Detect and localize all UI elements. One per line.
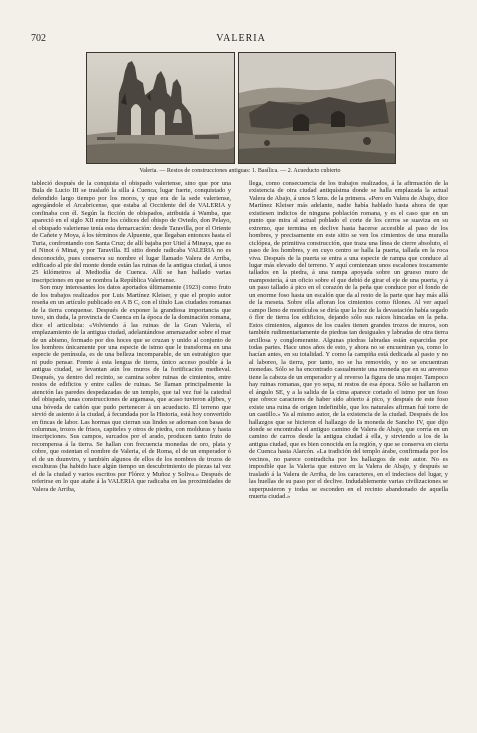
text-column-right [249, 180, 448, 710]
basilica-ruins-image [87, 53, 234, 163]
aqueduct-image [239, 53, 395, 163]
paragraph: llega, como consecuencia de los trabajos realizados, á la afirmación de la existencia de otra ciudad antiquísima donde se halla emplazada la actual Valera de Abajo, á unos 5 kms. de la primera. «Pero en Valera de Abajo, dice Martínez Kleiser más adelante, nadie había hablado hasta ahora de que existiesen indicios de ninguna población romana, y es el caso que en un punto que mira al actual poblado el corte de los cerros se suaviza en su extremo, que termina en declive hasta hacerse accesible al paso de los hombres, y precisamente en este sitio se ven los cimientos de una muralla ciclópea, de primitiva construcción, que traza una línea de cierre absoluto, el paso de los hombres, y en cuyo centro se halla la puerta, tallada en la roca viva. Después de la puerta se entra a una especie de rampa que conduce al lugar más elevado del terreno. Y aquí comienzan unos escalones toscamente tallados en la piedra, á una rampa apoyada sobre un grueso muro de mampostería, á un oficio sobre el que debió de girar el eje de una puerta, y á un paso tallado á pico en el corazón de la peña que conduce por el fondo de un enorme foso hasta un escalón que da al resto de la parte que hay más allá de la meseta. Sobre ella afloran los cimientos como filones. Al ver aquel campo lleno de montículos se diría que la hoz de la devastación había segado ó flor de tierra los edificios, dejando sólo sus raíces hincadas en la peña. Estos cimientos, algunos de los cuales tienen grandes trozos de muros, son también rudimentariamente de piedras tan desiguales y labradas de otra tierra arcillosa y conglomerante. Algunas piedras labradas están esparcidas por todas partes. Hace unos años de esto, y ahora no se encuentran ya, como lo hacían antes, en su totalidad. Y como la campiña está dedicada al pasto y no al laboreo, la tierra, por tanto, no se ha removido, y no se encuentran monedas. Sólo se ha encontrado casualmente una moneda que en su anverso tiene la cabeza de un emperador y al reverso la figura de una mujer. Tampoco hay ruinas romanas, que yo sepa, ni restos de esa época. Sólo se hallaron en el ángulo SE, y a la salida de la cima aparece cortado el istmo por un foso que ofrece caracteres de haber sido abierto á pico, y después de este foso existe una ruina de origen indefinible, que los naturales afirman fué torre de un castillo.» Ya al mismo autor, de la existencia de la ciudad. Después de los hallazgos que se hicieron el hallazgo de la moneda de Sancho IV, que dijo donde se encontraba el antiguo camino de Valera de Abajo, que corría en un camino de carros desde la antigua ciudad á ella, y sirviendo a los de la antigua ciudad, que es bien conocida en la región, y que se conserva en cierta de Cuenca hasta Alarcón. «La tradición del templo árabe, confirmada por los vecinos, no parece contradicha por los hallazgos de este autor. No es imposible que la Valeria que estuvo en la Valera de Abajo, y después se trasladó á la Valera de Arriba, de los caracteres, en el indecisos del lugar, y las huellas de su paso por el declive. Indudablemente varias civilizaciones se superpusieron y todas se esconden en el recinto abandonado de aquella muerta ciudad.» [249, 180, 448, 501]
photo-basilica-ruins [86, 52, 235, 164]
paragraph: Son muy interesantes los datos aportados últimamente (1923) como fruto de los trabajos realizados por Luis Martínez Kleiser, y que el propio autor reseña en un artículo publicado en A B C, con el título Las ciudades romanas de la tierra conquense. Después de exponer la grandiosa importancia que tuvo, sin duda, la provincia de Cuenca en la época de la dominación romana, dice el articulista: «Volviendo á las ruinas de la Gran Valeria, el emplazamiento de la antigua ciudad, adelantándose amenazador sobre el mar de un abismo, formado por dos hoces que se cruzan y unido al conjunto de los hombres únicamente por una especie de istmo que le transforma en una especie de península, es de una belleza incomparable, de un estratégico que ni pudo pensar. Frente á esta lengua de tierra, único acceso posible á la antigua ciudad, se levantan aún los muros de la fortificación medieval. Después, ya dentro del recinto, se camina sobre ruinas de cimientos, entre restos de edificios y entre calles de ruinas. Se llaman principalmente la atención las paredes despedazadas de un templo, que tal vez fué la catedral del obispado, unas construcciones de argamasa, que acaso tuvieron aljibes, y una bóveda de cañón que pudo pertenecer á un acueducto. El terreno que sirvió de asiento á la ciudad, á fecundada por la Historia, está hoy convertido en fincas de labor. Las hormas que cierran sus lindes se adornan con basas de columnas, trozos de frisos, capiteles y otros de piedra, con molduras y hasta inscripciones. Sus campos, surcados por el arado, producen tanto fruto de recompensa á la tierra. Se hallan con frecuencia monedas de oro, plata y cobre, que ostentan el nombre de Valeria, el de Roma, el de un emperador ó el de un duunviro, y también algunos de ellos de los nombres de trozos de esculturas (ha habido hace algún tiempo un descubrimiento de piezas tal vez el de la ciudad y varios escritos por Flórez y Muñoz y Soliva.» Después de referirse en lo que atañe á la VALERIA que radicaba en las proximidades de Valera de Arriba, [32, 284, 231, 493]
page-number: 702 [31, 33, 46, 44]
photo-aqueduct [238, 52, 396, 164]
figure-caption: Valeria. — Restos de construcciones antiguas: 1. Basílica. — 2. Acueducto cubierto [139, 168, 341, 174]
running-header [31, 33, 451, 45]
text-column-left [32, 180, 231, 710]
paragraph: tableció después de la conquista el obispado valeriense, sino que por una Bula de Lucio III se trasladó la silla á Cuenca, lugar fuerte, conquistado y defendido largo tiempo por los moros, y que era de la sede valeriense, agregándole el Arcabricense, que estaba al Occidente del de VALERIA y confinaba con él. Según la ficción de obispados, atribuida á Wamba, que apareció en el siglo XII entre los códices del obispo de Oviedo, don Pelayo, el obispado valeriense tenía esta demarcación: desde Taravilla, por el Oriente de Cañete y Moya, á los términos de Alpuente, que llegaban entonces hasta el Turia, confrontando con Santa Cruz; de allí bajaba por Utiel á Minaya, que es el Ninot ó Minat, y por Taravilla. El sitio donde radicaba VALERIA no es desconocido, pues conserva su nombre el lugar llamado Valera de Arriba, edificado al pie del monte donde están las ruinas de la antigua ciudad, á unos 25 kilómetros al Mediodía de Cuenca. Allí se han hallado varias inscripciones en que se nombra la República Valeriense. [32, 180, 231, 284]
running-title: VALERIA [216, 33, 266, 44]
